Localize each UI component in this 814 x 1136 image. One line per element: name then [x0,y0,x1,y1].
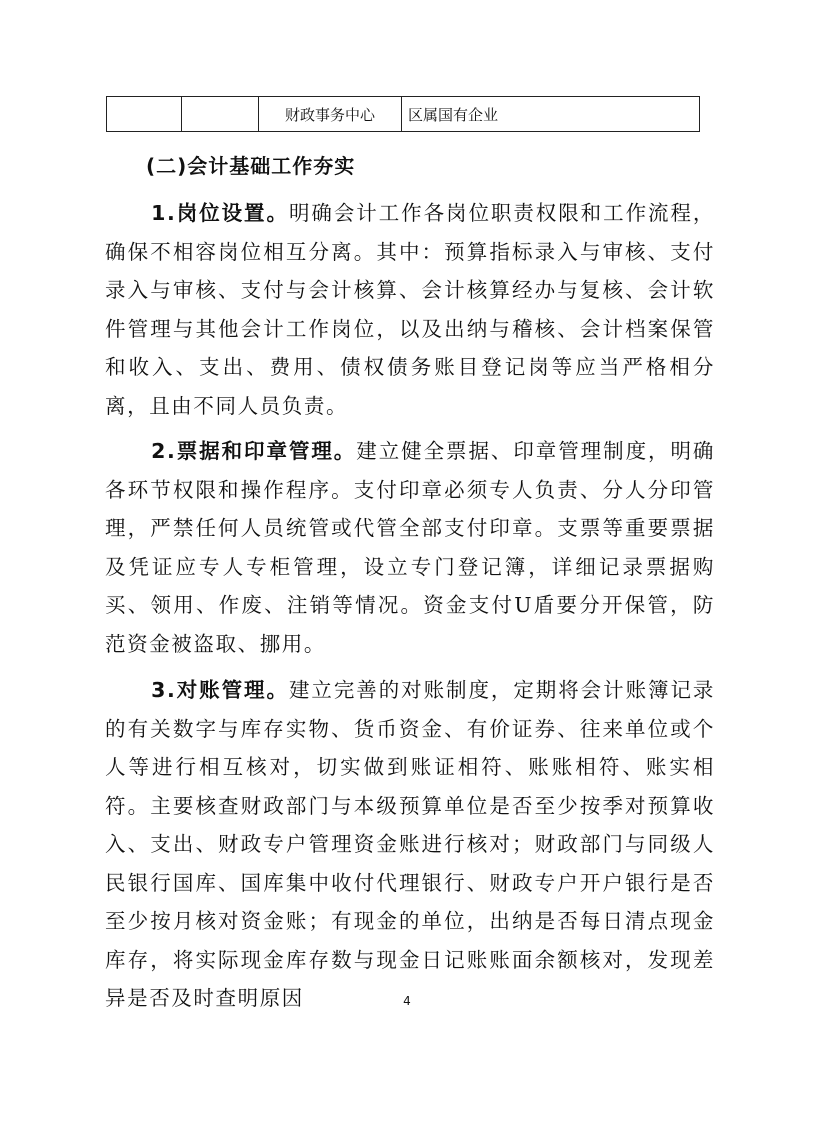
table-cell-2 [182,97,259,132]
paragraph-body: 明确会计工作各岗位职责权限和工作流程，确保不相容岗位相互分离。其中：预算指标录入与审核、支付录入与审核、支付与会计核算、会计核算经办与复核、会计软件管理与其他会计工作岗位，以及出纳与稽核、会计档案保管和收入、支出、费用、债权债务账目登记岗等应当严格相分离，且由不同人员负责。 [105,201,715,418]
table-cell-1 [107,97,182,132]
paragraph-body: 建立健全票据、印章管理制度，明确各环节权限和操作程序。支付印章必须专人负责、分人分印管理，严禁任何人员统管或代管全部支付印章。支票等重要票据及凭证应专人专柜管理，设立专门登记簿，详细记录票据购买、领用、作废、注销等情况。资金支付U盾要分开保管，防范资金被盗取、挪用。 [105,439,715,656]
paragraph-lead: 2.票据和印章管理。 [151,439,357,463]
section-heading: (二)会计基础工作夯实 [146,154,356,178]
paragraph-post-setup [105,194,715,425]
table-row [107,97,700,132]
paragraph-reconciliation [105,671,715,1018]
table-cell-3: 财政事务中心 [259,97,402,132]
org-table-fragment [106,96,700,132]
paragraph-lead: 3.对账管理。 [151,678,289,702]
table-cell-4: 区属国有企业 [402,97,700,132]
paragraph-lead: 1.岗位设置。 [151,201,289,225]
paragraph-body: 建立完善的对账制度，定期将会计账簿记录的有关数字与库存实物、货币资金、有价证券、往来单位或个人等进行相互核对，切实做到账证相符、账账相符、账实相符。主要核查财政部门与本级预算单位是否至少按季对预算收入、支出、财政专户管理资金账进行核对；财政部门与同级人民银行国库、国库集中收付代理银行、财政专户开户银行是否至少按月核对资金账；有现金的单位，出纳是否每日清点现金库存，将实际现金库存数与现金日记账账面余额核对，发现差异是否及时查明原因 [105,678,715,1010]
page-number: 4 [403,994,411,1008]
paragraph-bills-seals [105,432,715,663]
